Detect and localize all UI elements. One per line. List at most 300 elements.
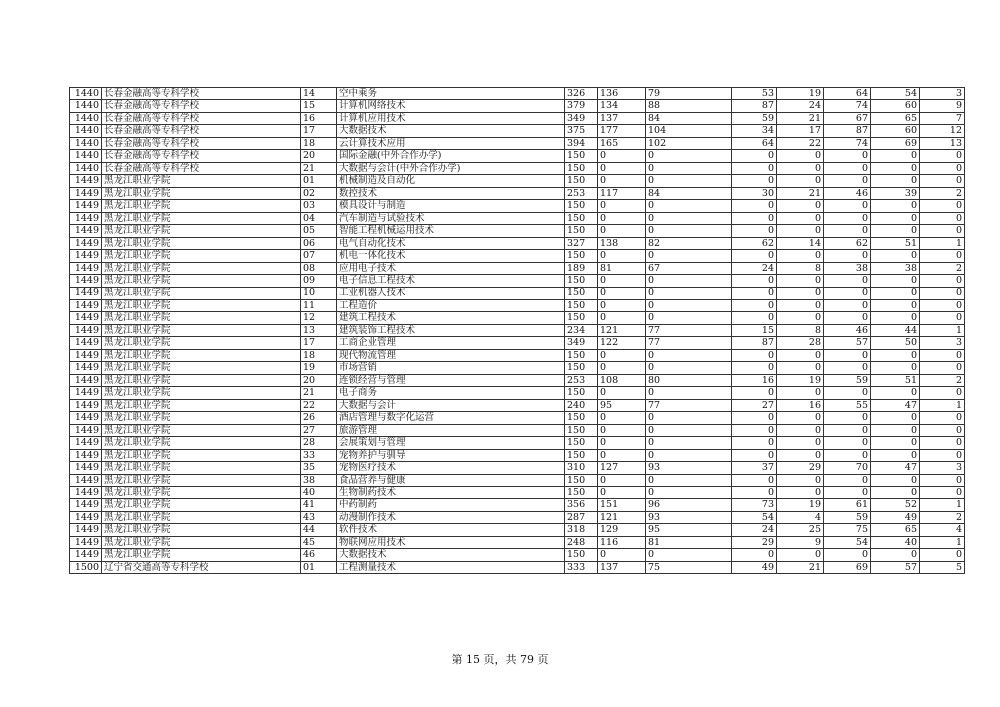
cell-major-code: 04 <box>301 212 337 224</box>
cell-plan: 349 <box>565 112 598 124</box>
cell-school-name: 黑龙江职业学院 <box>102 349 301 361</box>
table-row <box>70 337 965 349</box>
cell-c8: 0 <box>732 449 777 461</box>
cell-c10: 59 <box>824 511 871 523</box>
cell-c10: 74 <box>824 100 871 112</box>
cell-c11: 52 <box>871 499 920 511</box>
cell-c9: 0 <box>777 212 824 224</box>
cell-c7: 77 <box>646 324 732 336</box>
cell-plan: 150 <box>565 299 598 311</box>
cell-c6: 137 <box>598 112 646 124</box>
cell-school-name: 长春金融高等专科学校 <box>102 125 301 137</box>
cell-major-code: 17 <box>301 125 337 137</box>
cell-c7: 0 <box>646 299 732 311</box>
cell-c11: 57 <box>871 561 920 573</box>
cell-school-name: 黑龙江职业学院 <box>102 474 301 486</box>
cell-c9: 19 <box>777 88 824 100</box>
cell-school-name: 黑龙江职业学院 <box>102 312 301 324</box>
admission-data-table <box>69 87 965 574</box>
cell-c8: 0 <box>732 312 777 324</box>
cell-school-name: 黑龙江职业学院 <box>102 337 301 349</box>
table-row <box>70 88 965 100</box>
cell-school-code: 1449 <box>70 511 102 523</box>
cell-major-code: 21 <box>301 387 337 399</box>
cell-c8: 0 <box>732 150 777 162</box>
table-row <box>70 524 965 536</box>
cell-plan: 150 <box>565 412 598 424</box>
cell-c8: 0 <box>732 299 777 311</box>
cell-school-code: 1449 <box>70 337 102 349</box>
cell-major-name: 空中乘务 <box>337 88 565 100</box>
cell-c7: 0 <box>646 312 732 324</box>
cell-major-name: 云计算技术应用 <box>337 137 565 149</box>
cell-c12: 0 <box>920 175 965 187</box>
cell-major-code: 07 <box>301 250 337 262</box>
cell-c11: 39 <box>871 187 920 199</box>
cell-major-name: 电子信息工程技术 <box>337 275 565 287</box>
cell-major-code: 27 <box>301 424 337 436</box>
cell-school-name: 黑龙江职业学院 <box>102 287 301 299</box>
page-number-footer: 第 15 页，共 79 页 <box>451 653 549 666</box>
cell-c11: 0 <box>871 150 920 162</box>
cell-c10: 75 <box>824 524 871 536</box>
cell-school-name: 长春金融高等专科学校 <box>102 112 301 124</box>
cell-major-name: 机电一体化技术 <box>337 250 565 262</box>
cell-c10: 0 <box>824 387 871 399</box>
cell-c7: 0 <box>646 487 732 499</box>
cell-c10: 38 <box>824 262 871 274</box>
cell-school-code: 1449 <box>70 212 102 224</box>
cell-c11: 0 <box>871 362 920 374</box>
cell-c8: 0 <box>732 287 777 299</box>
cell-c8: 24 <box>732 262 777 274</box>
cell-c6: 81 <box>598 262 646 274</box>
cell-c6: 0 <box>598 487 646 499</box>
cell-plan: 150 <box>565 212 598 224</box>
cell-c12: 0 <box>920 275 965 287</box>
cell-c12: 0 <box>920 212 965 224</box>
cell-c9: 16 <box>777 399 824 411</box>
cell-c12: 0 <box>920 287 965 299</box>
cell-plan: 189 <box>565 262 598 274</box>
table-row <box>70 399 965 411</box>
cell-c6: 0 <box>598 549 646 561</box>
cell-c11: 60 <box>871 125 920 137</box>
cell-major-code: 06 <box>301 237 337 249</box>
cell-major-name: 建筑工程技术 <box>337 312 565 324</box>
table-row <box>70 324 965 336</box>
cell-c12: 4 <box>920 524 965 536</box>
cell-c7: 84 <box>646 187 732 199</box>
cell-c7: 0 <box>646 200 732 212</box>
cell-c11: 0 <box>871 200 920 212</box>
cell-c7: 67 <box>646 262 732 274</box>
cell-c11: 69 <box>871 137 920 149</box>
cell-c6: 0 <box>598 175 646 187</box>
cell-school-code: 1440 <box>70 150 102 162</box>
table-row <box>70 349 965 361</box>
cell-c8: 0 <box>732 175 777 187</box>
cell-c7: 81 <box>646 536 732 548</box>
cell-c7: 96 <box>646 499 732 511</box>
table-row <box>70 275 965 287</box>
cell-plan: 234 <box>565 324 598 336</box>
cell-major-name: 食品营养与健康 <box>337 474 565 486</box>
cell-major-code: 10 <box>301 287 337 299</box>
cell-school-code: 1449 <box>70 462 102 474</box>
table-row <box>70 299 965 311</box>
cell-c7: 0 <box>646 349 732 361</box>
table-row <box>70 387 965 399</box>
cell-plan: 253 <box>565 187 598 199</box>
cell-school-name: 黑龙江职业学院 <box>102 424 301 436</box>
cell-c12: 0 <box>920 474 965 486</box>
cell-c10: 0 <box>824 362 871 374</box>
cell-plan: 150 <box>565 474 598 486</box>
cell-major-code: 13 <box>301 324 337 336</box>
cell-c6: 0 <box>598 387 646 399</box>
cell-c9: 0 <box>777 162 824 174</box>
cell-c6: 0 <box>598 437 646 449</box>
cell-school-code: 1449 <box>70 250 102 262</box>
cell-c12: 0 <box>920 437 965 449</box>
cell-c7: 0 <box>646 474 732 486</box>
cell-major-name: 软件技术 <box>337 524 565 536</box>
cell-c10: 0 <box>824 200 871 212</box>
table-row <box>70 462 965 474</box>
cell-c6: 0 <box>598 287 646 299</box>
cell-c11: 51 <box>871 374 920 386</box>
cell-c10: 0 <box>824 250 871 262</box>
cell-school-name: 长春金融高等专科学校 <box>102 100 301 112</box>
cell-c6: 0 <box>598 162 646 174</box>
table-row <box>70 561 965 573</box>
cell-school-name: 长春金融高等专科学校 <box>102 150 301 162</box>
cell-c11: 0 <box>871 225 920 237</box>
cell-plan: 375 <box>565 125 598 137</box>
cell-school-code: 1449 <box>70 225 102 237</box>
table-row <box>70 424 965 436</box>
cell-c11: 38 <box>871 262 920 274</box>
cell-c9: 0 <box>777 200 824 212</box>
cell-c10: 0 <box>824 424 871 436</box>
cell-c9: 0 <box>777 437 824 449</box>
cell-c7: 77 <box>646 337 732 349</box>
cell-c11: 40 <box>871 536 920 548</box>
cell-major-name: 大数据技术 <box>337 549 565 561</box>
cell-c11: 0 <box>871 287 920 299</box>
cell-plan: 150 <box>565 449 598 461</box>
cell-c7: 0 <box>646 549 732 561</box>
cell-major-code: 46 <box>301 549 337 561</box>
cell-c7: 82 <box>646 237 732 249</box>
cell-c11: 0 <box>871 299 920 311</box>
cell-c9: 0 <box>777 387 824 399</box>
cell-school-name: 黑龙江职业学院 <box>102 487 301 499</box>
cell-c12: 13 <box>920 137 965 149</box>
cell-c9: 21 <box>777 187 824 199</box>
cell-c8: 59 <box>732 112 777 124</box>
cell-plan: 150 <box>565 424 598 436</box>
cell-c10: 70 <box>824 462 871 474</box>
cell-school-code: 1449 <box>70 362 102 374</box>
cell-c10: 0 <box>824 449 871 461</box>
cell-plan: 326 <box>565 88 598 100</box>
cell-c8: 87 <box>732 337 777 349</box>
cell-c12: 1 <box>920 399 965 411</box>
cell-plan: 150 <box>565 437 598 449</box>
cell-c12: 5 <box>920 561 965 573</box>
cell-c6: 0 <box>598 312 646 324</box>
cell-major-name: 智能工程机械运用技术 <box>337 225 565 237</box>
cell-plan: 150 <box>565 225 598 237</box>
cell-major-code: 17 <box>301 337 337 349</box>
cell-major-code: 16 <box>301 112 337 124</box>
cell-c6: 117 <box>598 187 646 199</box>
cell-c9: 0 <box>777 275 824 287</box>
table-row <box>70 487 965 499</box>
cell-c12: 0 <box>920 449 965 461</box>
cell-school-name: 辽宁省交通高等专科学校 <box>102 561 301 573</box>
cell-major-name: 工业机器人技术 <box>337 287 565 299</box>
table-row <box>70 162 965 174</box>
cell-c9: 21 <box>777 561 824 573</box>
cell-major-name: 酒店管理与数字化运营 <box>337 412 565 424</box>
cell-c7: 0 <box>646 275 732 287</box>
cell-major-name: 大数据技术 <box>337 125 565 137</box>
cell-school-name: 黑龙江职业学院 <box>102 387 301 399</box>
cell-c8: 0 <box>732 487 777 499</box>
cell-major-name: 计算机网络技术 <box>337 100 565 112</box>
cell-c12: 0 <box>920 349 965 361</box>
cell-school-name: 长春金融高等专科学校 <box>102 137 301 149</box>
cell-major-name: 宠物养护与驯导 <box>337 449 565 461</box>
cell-school-code: 1449 <box>70 287 102 299</box>
cell-major-name: 数控技术 <box>337 187 565 199</box>
cell-c10: 55 <box>824 399 871 411</box>
cell-c10: 0 <box>824 349 871 361</box>
cell-c11: 51 <box>871 237 920 249</box>
cell-c9: 17 <box>777 125 824 137</box>
cell-major-code: 14 <box>301 88 337 100</box>
cell-school-code: 1449 <box>70 299 102 311</box>
cell-c10: 0 <box>824 437 871 449</box>
cell-c6: 0 <box>598 275 646 287</box>
cell-plan: 356 <box>565 499 598 511</box>
cell-c11: 0 <box>871 175 920 187</box>
cell-c10: 64 <box>824 88 871 100</box>
table-row <box>70 374 965 386</box>
cell-c8: 0 <box>732 162 777 174</box>
cell-c10: 0 <box>824 312 871 324</box>
cell-c6: 165 <box>598 137 646 149</box>
cell-c12: 0 <box>920 424 965 436</box>
cell-c11: 0 <box>871 437 920 449</box>
cell-plan: 394 <box>565 137 598 149</box>
cell-major-name: 汽车制造与试验技术 <box>337 212 565 224</box>
cell-plan: 310 <box>565 462 598 474</box>
cell-plan: 287 <box>565 511 598 523</box>
cell-school-code: 1449 <box>70 536 102 548</box>
cell-major-name: 电子商务 <box>337 387 565 399</box>
cell-major-code: 38 <box>301 474 337 486</box>
cell-c11: 0 <box>871 474 920 486</box>
cell-school-name: 黑龙江职业学院 <box>102 324 301 336</box>
table-row <box>70 100 965 112</box>
cell-c7: 0 <box>646 287 732 299</box>
cell-c7: 0 <box>646 212 732 224</box>
cell-school-code: 1449 <box>70 399 102 411</box>
cell-major-code: 01 <box>301 561 337 573</box>
cell-c7: 77 <box>646 399 732 411</box>
cell-c9: 0 <box>777 250 824 262</box>
cell-c9: 8 <box>777 324 824 336</box>
cell-plan: 150 <box>565 200 598 212</box>
cell-major-name: 应用电子技术 <box>337 262 565 274</box>
cell-school-code: 1449 <box>70 437 102 449</box>
table-row <box>70 237 965 249</box>
cell-c8: 73 <box>732 499 777 511</box>
cell-school-name: 黑龙江职业学院 <box>102 212 301 224</box>
cell-major-name: 电气自动化技术 <box>337 237 565 249</box>
cell-c10: 0 <box>824 287 871 299</box>
cell-c8: 16 <box>732 374 777 386</box>
cell-c7: 0 <box>646 250 732 262</box>
cell-c8: 0 <box>732 362 777 374</box>
cell-c6: 127 <box>598 462 646 474</box>
cell-c12: 0 <box>920 487 965 499</box>
cell-c8: 24 <box>732 524 777 536</box>
cell-school-code: 1449 <box>70 324 102 336</box>
cell-major-name: 工程造价 <box>337 299 565 311</box>
cell-school-name: 黑龙江职业学院 <box>102 437 301 449</box>
cell-school-name: 黑龙江职业学院 <box>102 462 301 474</box>
cell-c12: 3 <box>920 88 965 100</box>
cell-c7: 93 <box>646 511 732 523</box>
cell-c7: 88 <box>646 100 732 112</box>
cell-c7: 0 <box>646 387 732 399</box>
cell-c11: 54 <box>871 88 920 100</box>
table-row <box>70 312 965 324</box>
cell-c10: 46 <box>824 324 871 336</box>
cell-c7: 93 <box>646 462 732 474</box>
cell-major-code: 21 <box>301 162 337 174</box>
cell-school-code: 1449 <box>70 175 102 187</box>
cell-c12: 1 <box>920 499 965 511</box>
cell-c9: 9 <box>777 536 824 548</box>
cell-major-code: 11 <box>301 299 337 311</box>
cell-school-code: 1449 <box>70 449 102 461</box>
cell-school-code: 1449 <box>70 200 102 212</box>
cell-c12: 2 <box>920 187 965 199</box>
cell-c11: 0 <box>871 312 920 324</box>
cell-school-name: 黑龙江职业学院 <box>102 549 301 561</box>
cell-c11: 0 <box>871 349 920 361</box>
table-row <box>70 549 965 561</box>
cell-c7: 75 <box>646 561 732 573</box>
cell-plan: 150 <box>565 175 598 187</box>
table-row <box>70 200 965 212</box>
cell-major-code: 12 <box>301 312 337 324</box>
cell-major-name: 动漫制作技术 <box>337 511 565 523</box>
cell-c6: 0 <box>598 200 646 212</box>
cell-c10: 0 <box>824 212 871 224</box>
cell-c11: 0 <box>871 424 920 436</box>
cell-c8: 0 <box>732 275 777 287</box>
cell-school-code: 1449 <box>70 187 102 199</box>
cell-school-name: 黑龙江职业学院 <box>102 275 301 287</box>
cell-c11: 47 <box>871 462 920 474</box>
cell-plan: 150 <box>565 287 598 299</box>
cell-c8: 0 <box>732 412 777 424</box>
cell-major-name: 机械制造及自动化 <box>337 175 565 187</box>
cell-c6: 136 <box>598 88 646 100</box>
cell-major-code: 20 <box>301 150 337 162</box>
cell-major-code: 45 <box>301 536 337 548</box>
table-row <box>70 511 965 523</box>
cell-plan: 318 <box>565 524 598 536</box>
cell-c9: 0 <box>777 175 824 187</box>
cell-major-name: 会展策划与管理 <box>337 437 565 449</box>
cell-c6: 0 <box>598 150 646 162</box>
cell-school-code: 1449 <box>70 387 102 399</box>
cell-school-name: 黑龙江职业学院 <box>102 524 301 536</box>
cell-c9: 19 <box>777 374 824 386</box>
cell-c6: 0 <box>598 212 646 224</box>
cell-school-code: 1449 <box>70 474 102 486</box>
cell-c11: 44 <box>871 324 920 336</box>
cell-school-name: 黑龙江职业学院 <box>102 362 301 374</box>
cell-school-code: 1449 <box>70 374 102 386</box>
cell-c6: 122 <box>598 337 646 349</box>
cell-c8: 0 <box>732 474 777 486</box>
cell-school-code: 1449 <box>70 524 102 536</box>
cell-c7: 0 <box>646 437 732 449</box>
cell-c9: 22 <box>777 137 824 149</box>
cell-school-name: 长春金融高等专科学校 <box>102 88 301 100</box>
cell-c11: 50 <box>871 337 920 349</box>
cell-c10: 61 <box>824 499 871 511</box>
cell-c11: 47 <box>871 399 920 411</box>
cell-c9: 8 <box>777 262 824 274</box>
cell-major-code: 35 <box>301 462 337 474</box>
cell-c6: 134 <box>598 100 646 112</box>
cell-major-code: 33 <box>301 449 337 461</box>
table-row <box>70 212 965 224</box>
table-row <box>70 187 965 199</box>
cell-c6: 0 <box>598 424 646 436</box>
cell-c12: 2 <box>920 511 965 523</box>
cell-school-code: 1449 <box>70 499 102 511</box>
cell-school-name: 长春金融高等专科学校 <box>102 162 301 174</box>
cell-plan: 333 <box>565 561 598 573</box>
cell-c8: 0 <box>732 225 777 237</box>
cell-c7: 0 <box>646 162 732 174</box>
cell-major-code: 18 <box>301 349 337 361</box>
cell-major-name: 计算机应用技术 <box>337 112 565 124</box>
cell-c11: 0 <box>871 162 920 174</box>
cell-c12: 0 <box>920 162 965 174</box>
cell-c12: 7 <box>920 112 965 124</box>
cell-c12: 0 <box>920 299 965 311</box>
cell-c10: 0 <box>824 275 871 287</box>
cell-c9: 28 <box>777 337 824 349</box>
cell-c6: 116 <box>598 536 646 548</box>
cell-c8: 49 <box>732 561 777 573</box>
cell-c12: 0 <box>920 250 965 262</box>
cell-c10: 59 <box>824 374 871 386</box>
cell-c9: 25 <box>777 524 824 536</box>
